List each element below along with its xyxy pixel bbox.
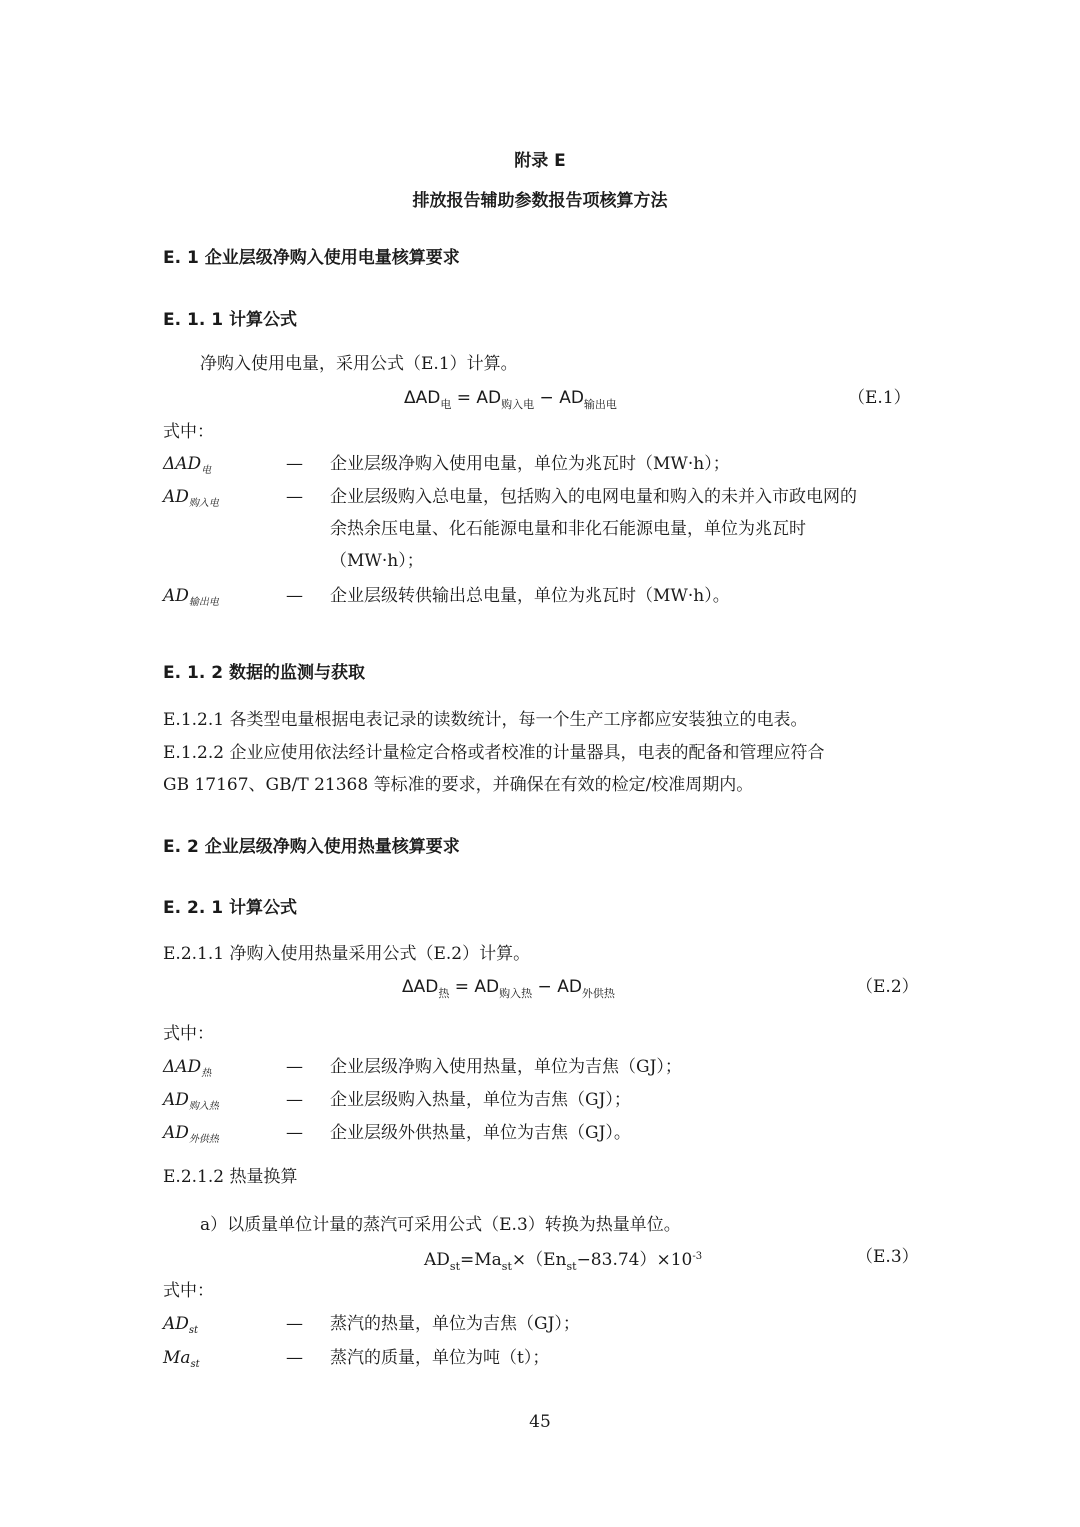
formula-e2: $\Delta AD_热 = AD_{购入热} - AD_{外供热}$: [402, 977, 615, 1000]
var-symbol: $AD_{外供热}$: [163, 1123, 219, 1145]
var-symbol: $Ma_{st}$: [163, 1348, 200, 1370]
var-dash: —: [286, 487, 303, 507]
clause-e121: E.1.2.1 各类型电量根据电表记录的读数统计，每一个生产工序都应安装独立的电表。: [163, 710, 808, 730]
var-symbol: $AD_{购入热}$: [163, 1090, 219, 1112]
formula-e1: $\Delta AD_电 = AD_{购入电} - AD_{输出电}$: [404, 388, 617, 411]
section-e2-heading: E. 2 企业层级净购入使用热量核算要求: [163, 837, 460, 857]
var-dash: —: [286, 1314, 303, 1334]
var-dash: —: [286, 1090, 303, 1110]
var-description: 蒸汽的质量，单位为吨（t）；: [330, 1348, 550, 1368]
var-description-cont: 余热余压电量、化石能源电量和非化石能源电量，单位为兆瓦时: [330, 519, 806, 539]
var-symbol: $AD_{输出电}$: [163, 586, 219, 608]
var-dash: —: [286, 1123, 303, 1143]
var-description: 企业层级购入总电量，包括购入的电网电量和购入的未并入市政电网的: [330, 487, 857, 507]
var-symbol: $\Delta AD_热$: [163, 1057, 212, 1079]
formula-e3-number: （E.3）: [856, 1247, 919, 1267]
e1-intro: 净购入使用电量，采用公式（E.1）计算。: [200, 354, 518, 374]
var-description: 企业层级转供输出总电量，单位为兆瓦时（MW·h）。: [330, 586, 730, 606]
e1-where-label: 式中：: [163, 422, 214, 442]
section-e11-heading: E. 1. 1 计算公式: [163, 310, 297, 330]
var-description: 企业层级净购入使用热量，单位为吉焦（GJ）；: [330, 1057, 682, 1077]
e3-where-label: 式中：: [163, 1281, 214, 1301]
var-description: 蒸汽的热量，单位为吉焦（GJ）；: [330, 1314, 580, 1334]
appendix-label: 附录 E: [514, 151, 566, 171]
var-dash: —: [286, 1348, 303, 1368]
clause-e211: E.2.1.1 净购入使用热量采用公式（E.2）计算。: [163, 944, 531, 964]
var-dash: —: [286, 1057, 303, 1077]
var-symbol: $AD_{st}$: [163, 1314, 199, 1336]
clause-e212: E.2.1.2 热量换算: [163, 1167, 298, 1187]
var-symbol: $AD_{购入电}$: [163, 487, 219, 509]
section-e21-heading: E. 2. 1 计算公式: [163, 898, 297, 918]
formula-e2-number: （E.2）: [856, 977, 919, 997]
formula-e2-lhs: ΔAD: [402, 977, 439, 997]
formula-e1-number: （E.1）: [848, 388, 911, 408]
section-e12-heading: E. 1. 2 数据的监测与获取: [163, 663, 365, 683]
section-e1-heading: E. 1 企业层级净购入使用电量核算要求: [163, 248, 460, 268]
e2-where-label: 式中：: [163, 1024, 214, 1044]
formula-e3: $AD_{st}=Ma_{st}\times(En_{st}-83.74)\times 10^{-3}$: [424, 1250, 703, 1273]
list-item-a: a）以质量单位计量的蒸汽可采用公式（E.3）转换为热量单位。: [200, 1215, 681, 1235]
var-dash: —: [286, 586, 303, 606]
var-description-cont: （MW·h）；: [330, 551, 424, 571]
formula-e1-lhs: ΔAD: [404, 388, 441, 408]
clause-e122: E.1.2.2 企业应使用依法经计量检定合格或者校准的计量器具，电表的配备和管理应符合: [163, 743, 825, 763]
var-symbol: $\Delta AD_电$: [163, 454, 212, 476]
page-number: 45: [529, 1412, 551, 1432]
var-description: 企业层级外供热量，单位为吉焦（GJ）。: [330, 1123, 631, 1143]
var-dash: —: [286, 454, 303, 474]
appendix-title: 排放报告辅助参数报告项核算方法: [412, 191, 668, 211]
var-description: 企业层级购入热量，单位为吉焦（GJ）；: [330, 1090, 631, 1110]
var-description: 企业层级净购入使用电量，单位为兆瓦时（MW·h）；: [330, 454, 730, 474]
clause-e122-cont: GB 17167、GB/T 21368 等标准的要求，并确保在有效的检定/校准周期内。: [163, 775, 754, 795]
